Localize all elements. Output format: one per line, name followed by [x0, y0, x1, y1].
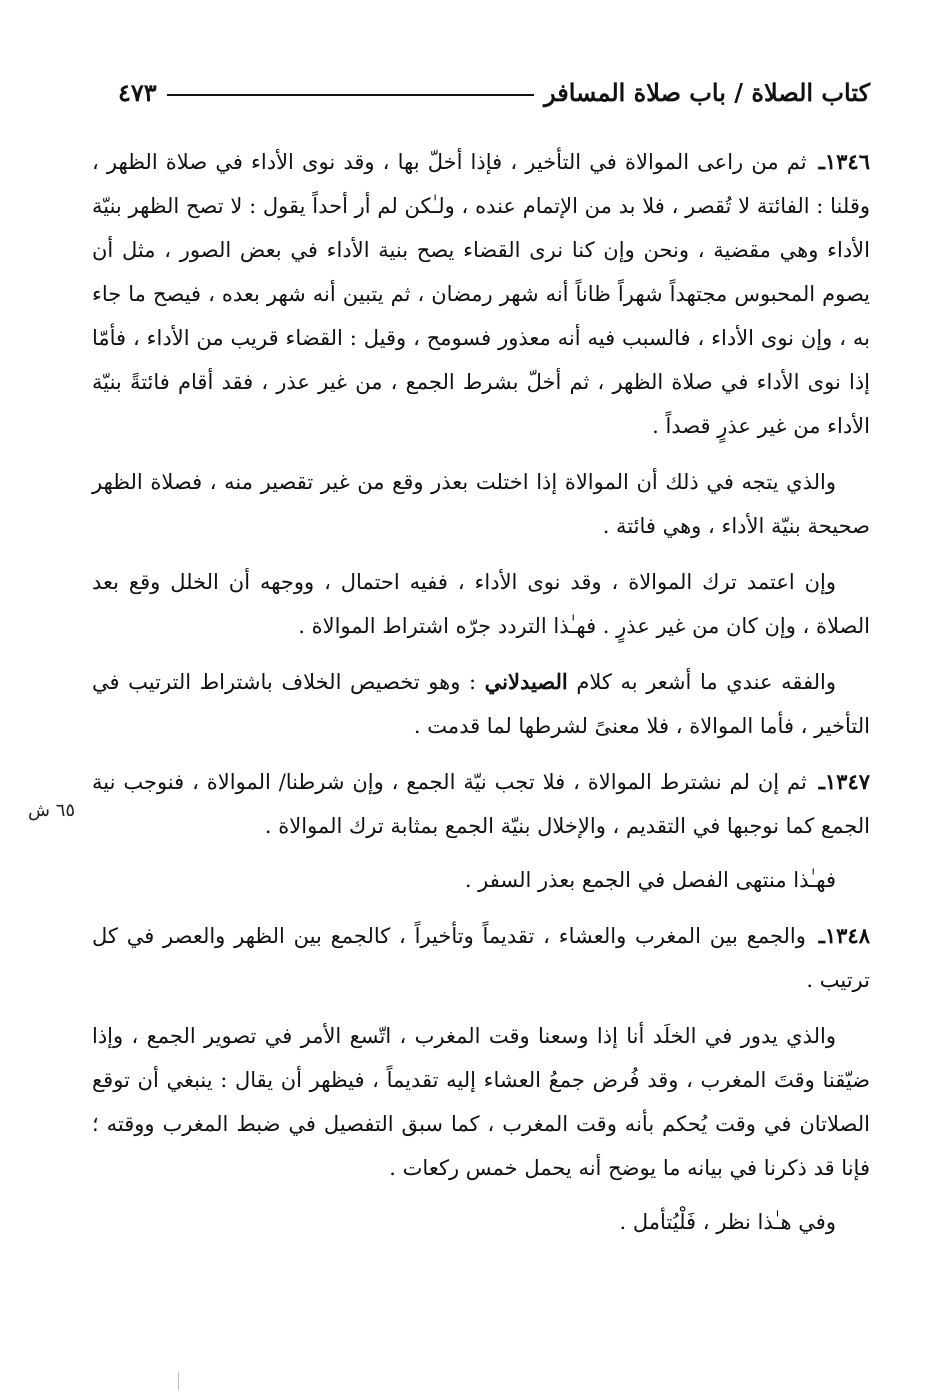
paragraph [92, 858, 870, 902]
margin-note: ٦٥ ش [28, 800, 76, 821]
paragraph [92, 1014, 870, 1190]
page-number: ٤٧٣ [118, 77, 157, 107]
header-title: كتاب الصلاة / باب صلاة المسافر [544, 77, 870, 107]
paragraph-number: ١٣٤٨ـ [818, 923, 870, 948]
paragraph-text: ثم من راعى الموالاة في التأخير ، فإذا أخلّ بها ، وقد نوى الأداء في صلاة الظهر ، وقلنا : الفائتة لا تُقصر ، فلا بد من الإتمام عنده ، ولـٰكن لم أر أحداً يقول : لا تصح الظهر بنيّة الأداء وهي مقضية ، ونحن وإن كنا نرى القضاء يصح بنية الأداء في بعض الصور ، مثل أن يصوم المحبوس مجتهداً شهراً ظاناً أنه شهر رمضان ، ثم يتبين أنه شهر بعده ، فيصح ما جاء به ، وإن نوى الأداء ، فالسبب فيه أنه معذور فسومح ، وقيل : القضاء قريب من الأداء ، فأمّا إذا نوى الأداء في صلاة الظهر ، ثم أخلّ بشرط الجمع ، من غير عذر ، فقد أقام فائتةً بنيّة الأداء من غير عذرٍ قصداً . [92, 150, 870, 438]
scholar-name: الصيدلاني [484, 669, 568, 694]
paragraph [92, 1200, 870, 1244]
paragraph [92, 660, 870, 748]
paragraph-1346 [92, 140, 870, 448]
paragraph-text: فهـٰذا منتهى الفصل في الجمع بعذر السفر . [464, 868, 836, 892]
paragraph-1348 [92, 914, 870, 1002]
paragraph-text: ثم إن لم نشترط الموالاة ، فلا تجب نيّة الجمع ، وإن شرطنا/ الموالاة ، فنوجب نية الجمع كما نوجبها في التقديم ، والإخلال بنيّة الجمع بمثابة ترك الموالاة . [92, 770, 870, 838]
paragraph-text: والجمع بين المغرب والعشاء ، تقديماً وتأخيراً ، كالجمع بين الظهر والعصر في كل ترتيب . [92, 924, 870, 992]
paragraph [92, 460, 870, 548]
scan-mark [178, 1372, 179, 1390]
paragraph-text: والفقه عندي ما أشعر به كلام [567, 670, 836, 694]
main-text [92, 140, 870, 1254]
paragraph-number: ١٣٤٧ـ [818, 769, 871, 794]
paragraph-1347 [92, 760, 870, 848]
paragraph-text: والذي يتجه في ذلك أن الموالاة إذا اختلت بعذر وقع من غير تقصير منه ، فصلاة الظهر صحيحة بنيّة الأداء ، وهي فائتة . [92, 470, 870, 538]
paragraph [92, 560, 870, 648]
header-rule [167, 94, 534, 96]
paragraph-text: : وهو تخصيص الخلاف باشتراط الترتيب في التأخير ، فأما الموالاة ، فلا معنىً لشرطها لما قدمت . [92, 670, 870, 738]
paragraph-text: والذي يدور في الخلَد أنا إذا وسعنا وقت المغرب ، اتّسع الأمر في تصوير الجمع ، وإذا ضيّقنا وقتَ المغرب ، وقد فُرض جمعُ العشاء إليه تقديماً ، فيظهر أن يقال : ينبغي أن توقع الصلاتان في وقت يُحكم بأنه وقت المغرب ، كما سبق التفصيل في ضبط المغرب ووقته ؛ فإنا قد ذكرنا في بيانه ما يوضح أنه يحمل خمس ركعات . [92, 1024, 870, 1180]
paragraph-text: وفي هـٰذا نظر ، فَلْيُتأمل . [619, 1210, 836, 1234]
running-header [118, 72, 870, 112]
paragraph-number: ١٣٤٦ـ [818, 149, 870, 174]
paragraph-text: وإن اعتمد ترك الموالاة ، وقد نوى الأداء ، ففيه احتمال ، ووجهه أن الخلل وقع بعد الصلاة ، وإن كان من غير عذرٍ . فهـٰذا التردد جرّه اشتراط الموالاة . [92, 570, 870, 638]
